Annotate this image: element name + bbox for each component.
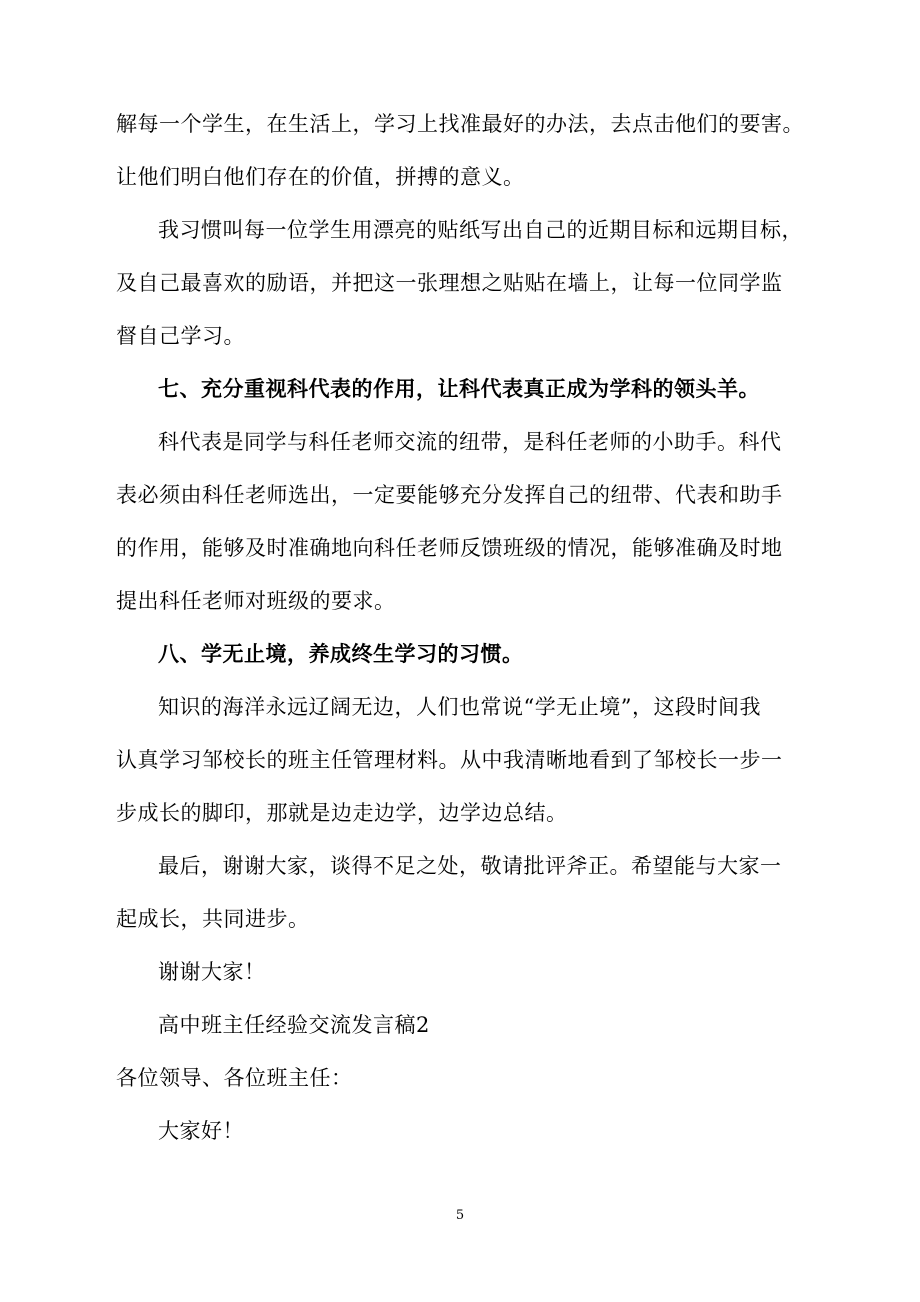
salutation: 各位领导、各位班主任： bbox=[116, 1066, 353, 1090]
body-text-line: 的作用，能够及时准确地向科任老师反馈班级的情况，能够准确及时地 bbox=[116, 536, 783, 560]
body-text-line: 表必须由科任老师选出，一定要能够充分发挥自己的纽带、代表和助手 bbox=[116, 483, 783, 507]
body-text-line: 让他们明白他们存在的价值，拼搏的意义。 bbox=[116, 165, 525, 189]
body-text-line: 提出科任老师对班级的要求。 bbox=[116, 589, 396, 613]
body-text-line: 起成长，共同进步。 bbox=[116, 907, 310, 931]
body-text-line: 认真学习邹校长的班主任管理材料。从中我清晰地看到了邹校长一步一 bbox=[116, 748, 783, 772]
body-text-line: 及自己最喜欢的励语，并把这一张理想之贴贴在墙上，让每一位同学监 bbox=[116, 271, 783, 295]
paragraph-first-line: 最后，谢谢大家，谈得不足之处，敬请批评斧正。希望能与大家一 bbox=[158, 854, 782, 878]
page-number: 5 bbox=[455, 1208, 465, 1223]
body-text-line: 解每一个学生，在生活上，学习上找准最好的办法，去点击他们的要害。 bbox=[116, 112, 804, 136]
section-heading-8: 八、学无止境，养成终生学习的习惯。 bbox=[158, 641, 524, 666]
greeting: 大家好！ bbox=[158, 1119, 244, 1143]
closing-thanks: 谢谢大家！ bbox=[158, 960, 266, 984]
body-text-line: 步成长的脚印，那就是边走边学，边学边总结。 bbox=[116, 801, 568, 825]
paragraph-first-line: 知识的海洋永远辽阔无边，人们也常说“学无止境”，这段时间我 bbox=[158, 695, 761, 719]
paragraph-first-line: 科代表是同学与科任老师交流的纽带，是科任老师的小助手。科代 bbox=[158, 430, 782, 454]
paragraph-first-line: 我习惯叫每一位学生用漂亮的贴纸写出自己的近期目标和远期目标， bbox=[158, 218, 803, 242]
section-heading-7: 七、充分重视科代表的作用，让科代表真正成为学科的领头羊。 bbox=[158, 376, 760, 401]
body-text-line: 督自己学习。 bbox=[116, 324, 245, 348]
article-title: 高中班主任经验交流发言稿2 bbox=[158, 1013, 430, 1037]
